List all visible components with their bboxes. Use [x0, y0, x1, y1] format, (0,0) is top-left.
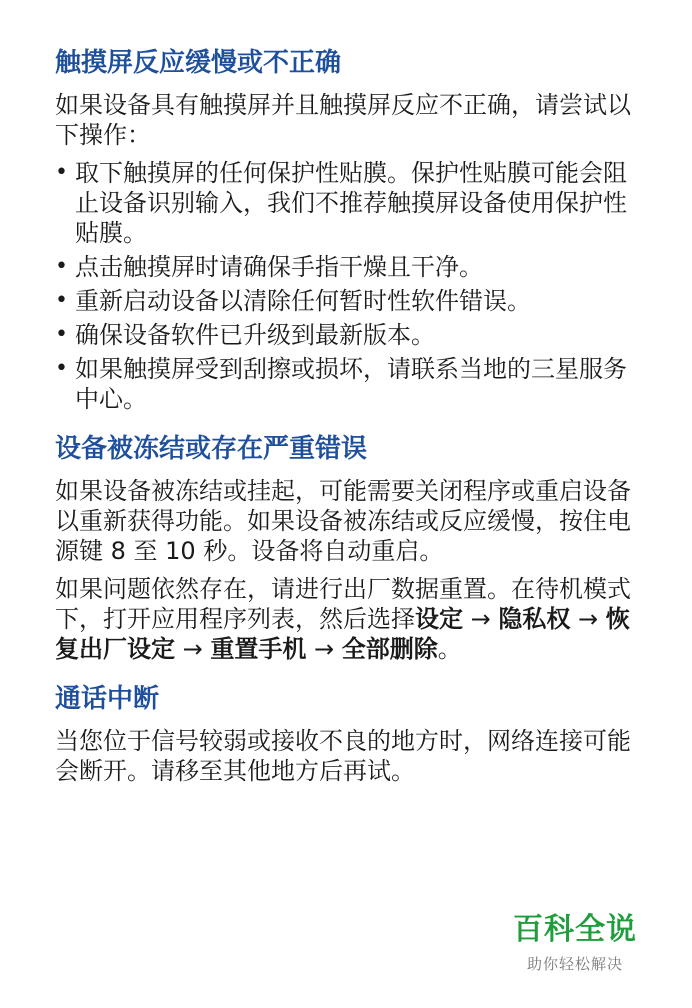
bullet-marker: • — [55, 288, 68, 313]
list-item-text: 确保设备软件已升级到最新版本。 — [75, 321, 435, 349]
bullet-marker: • — [55, 356, 68, 381]
arrow-icon: → — [470, 605, 491, 633]
watermark-subtitle: 助你轻松解决 — [526, 955, 623, 973]
section-heading: 触摸屏反应缓慢或不正确 — [55, 48, 342, 78]
section-paragraph: 如果设备被冻结或挂起，可能需要关闭程序或重启设备以重新获得功能。如果设备被冻结或反应缓慢，按住电源键 8 至 10 秒。设备将自动重启。 — [55, 477, 631, 565]
bullet-marker: • — [55, 254, 68, 279]
menu-path-privacy: 隐私权 — [498, 605, 571, 633]
menu-path-settings: 设定 — [415, 605, 463, 633]
bullet-marker: • — [55, 160, 68, 185]
menu-path-reset-phone: 重置手机 — [210, 635, 307, 663]
list-item-text: 重新启动设备以清除任何暂时性软件错误。 — [75, 287, 531, 315]
list-item-text: 取下触摸屏的任何保护性贴膜。保护性贴膜可能会阻止设备识别输入，我们不推荐触摸屏设备使用保护性贴膜。 — [75, 159, 627, 247]
section-intro: 如果设备具有触摸屏并且触摸屏反应不正确，请尝试以下操作： — [55, 91, 631, 149]
paragraph-end: 。 — [437, 635, 462, 663]
arrow-icon: → — [578, 605, 599, 633]
menu-path-delete-all: 全部删除 — [341, 635, 438, 663]
arrow-icon: → — [314, 635, 335, 663]
list-item — [55, 158, 645, 248]
bullet-marker: • — [55, 322, 68, 347]
list-item-text: 点击触摸屏时请确保手指干燥且干净。 — [75, 253, 483, 281]
list-item-text: 如果触摸屏受到刮擦或损坏，请联系当地的三星服务中心。 — [75, 355, 627, 413]
section-call-dropped — [55, 682, 645, 786]
section-paragraph: 当您位于信号较弱或接收不良的地方时，网络连接可能会断开。请移至其他地方后再试。 — [55, 727, 631, 785]
manual-page — [55, 46, 645, 804]
list-item — [55, 252, 645, 282]
section-heading: 通话中断 — [55, 684, 160, 714]
list-item — [55, 286, 645, 316]
arrow-icon: → — [182, 635, 203, 663]
section-touchscreen — [55, 46, 645, 414]
menu-path-factory-reset: 恢复出厂设定 — [55, 605, 630, 663]
paragraph-text: 如果问题依然存在，请进行出厂数据重置。在待机模式下，打开应用程序列表，然后选择 — [55, 575, 631, 633]
section-frozen-device — [55, 432, 645, 664]
list-item — [55, 320, 645, 350]
list-item — [55, 354, 645, 414]
section-heading: 设备被冻结或存在严重错误 — [55, 434, 368, 464]
factory-reset-paragraph — [55, 574, 645, 664]
bullet-list — [55, 158, 645, 414]
watermark-title: 百科全说 — [513, 912, 637, 947]
watermark-logo — [510, 912, 640, 974]
